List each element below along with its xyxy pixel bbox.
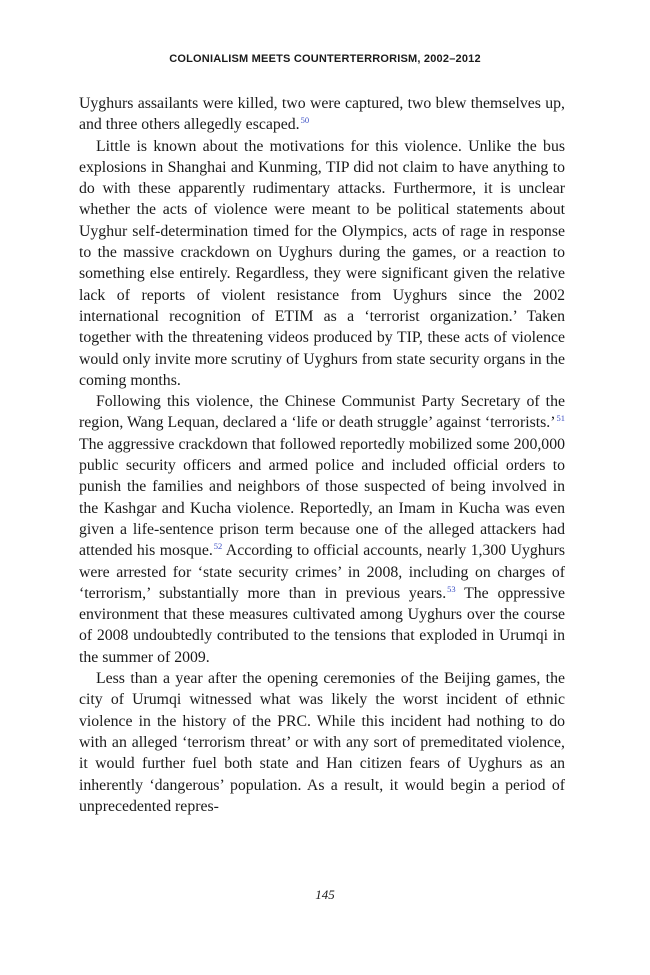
page-number: 145: [315, 887, 335, 902]
paragraph-2: [79, 136, 565, 392]
paragraph-text: According to official accounts, nearly 1,300 Uyghurs were arrested for ‘state security crimes’ in 2008, including on charges of ‘terrorism,’ substantially more than in previous years.: [79, 542, 565, 602]
paragraph-text: Uyghurs assailants were killed, two were captured, two blew themselves up, and three others allegedly escaped.: [79, 95, 565, 134]
footnote-ref-53[interactable]: 53: [447, 583, 456, 594]
footnote-ref-50[interactable]: 50: [300, 115, 310, 126]
running-head: COLONIALISM MEETS COUNTERTERRORISM, 2002–2012: [169, 53, 481, 65]
paragraph-text: Following this violence, the Chinese Communist Party Secretary of the region, Wang Lequan, declared a ‘life or death struggle’ against ‘terrorists.’: [79, 393, 565, 432]
body-text: [79, 93, 565, 817]
paragraph-text: Less than a year after the opening ceremonies of the Beijing games, the city of Urumqi witnessed what was likely the worst incident of ethnic violence in the history of the PRC. While this incident had nothing to do with an alleged ‘terrorism threat’ or with any sort of premeditated violence, it would further fuel both state and Han citizen fears of Uyghurs as an inherently ‘dangerous’ population. As a result, it would begin a period of unprecedented repres-: [79, 670, 565, 815]
paragraph-1: [79, 93, 565, 136]
paragraph-4: [79, 668, 565, 817]
footnote-ref-51[interactable]: 51: [556, 413, 565, 424]
paragraph-text: Little is known about the motivations for this violence. Unlike the bus explosions in Shanghai and Kunming, TIP did not claim to have anything to do with these apparently rudimentary attacks. Furthermore, it is unclear whether the acts of violence were meant to be political statements about Uyghur self-determination timed for the Olympics, acts of rage in response to the massive crackdown on Uyghurs during the games, or a reaction to something else entirely. Regardless, they were significant given the relative lack of reports of violent resistance from Uyghurs since the 2002 international recognition of ETIM as a ‘terrorist organization.’ Taken together with the threatening videos produced by TIP, these acts of violence would only invite more scrutiny of Uyghurs from state security organs in the coming months.: [79, 137, 565, 389]
paragraph-3: [79, 391, 565, 668]
paragraph-text: The oppressive environment that these measures cultivated among Uyghurs over the course of 2008 undoubtedly contributed to the tensions that exploded in Urumqi in the summer of 2009.: [79, 584, 565, 666]
paragraph-text: The aggressive crackdown that followed reportedly mobilized some 200,000 public security officers and armed police and included official orders to punish the families and neighbors of those suspected of being involved in the Kashgar and Kucha violence. Reportedly, an Imam in Kucha was even given a life-sentence prison term because one of the alleged attackers had attended his mosque.: [79, 435, 565, 560]
footnote-ref-52[interactable]: 52: [213, 541, 223, 552]
